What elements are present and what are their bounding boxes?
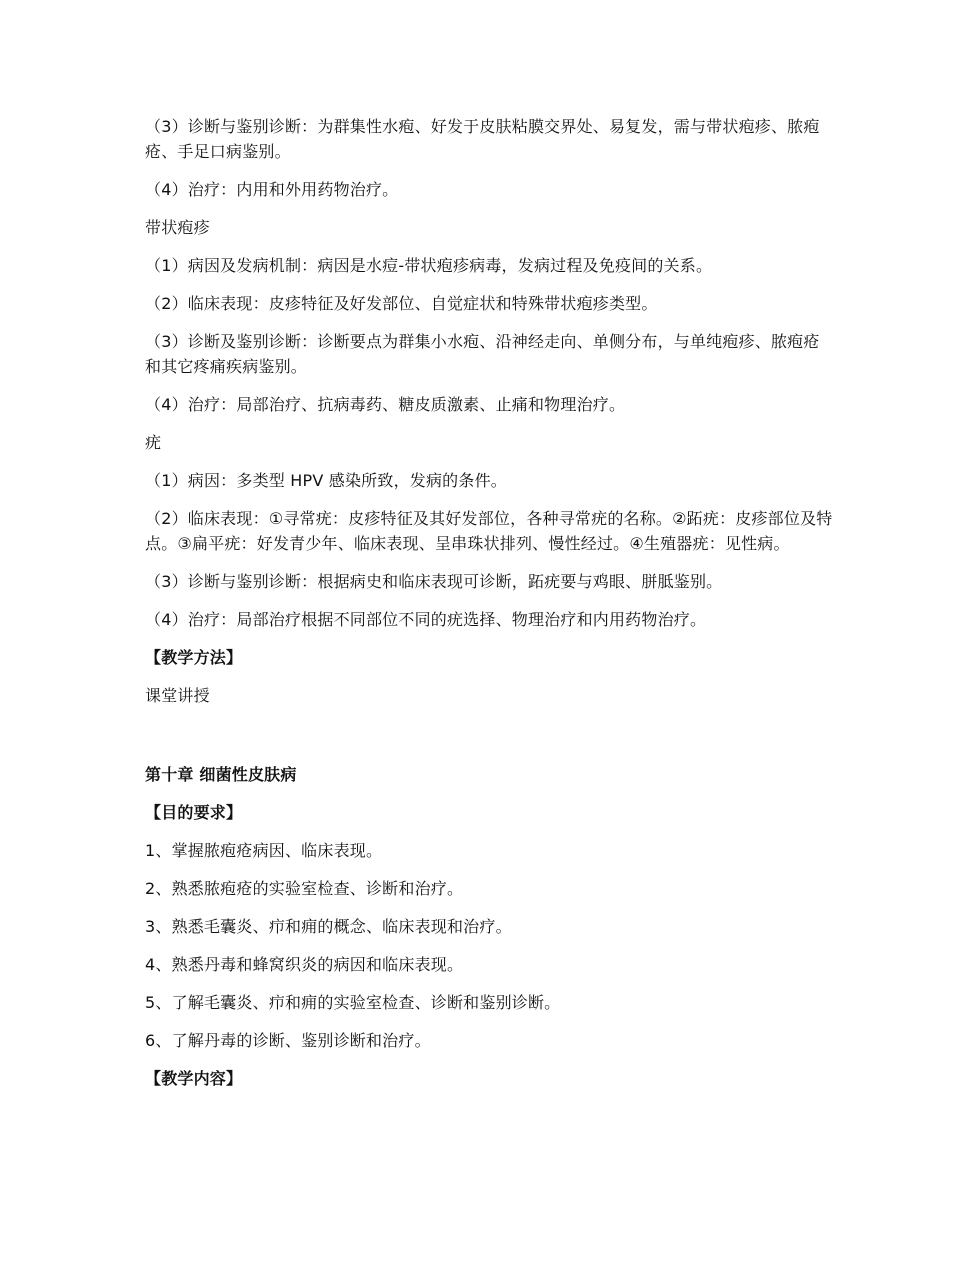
wart-title: 疣 (145, 433, 162, 452)
hsv-treatment-paragraph: （4）治疗：内用和外用药物治疗。 (145, 180, 399, 199)
document-page (145, 114, 835, 1104)
teaching-method-text: 课堂讲授 (145, 686, 210, 705)
objectives-heading: 【目的要求】 (145, 803, 243, 822)
wart-clinical: （2）临床表现：①寻常疣：皮疹特征及其好发部位，各种寻常疣的名称。②跖疣：皮疹部位及特点。③扁平疣：好发青少年、临床表现、呈串珠状排列、慢性经过。④生殖器疣：见性病。 (145, 509, 833, 553)
chapter-title: 第十章 细菌性皮肤病 (145, 765, 297, 784)
wart-treatment: （4）治疗：局部治疗根据不同部位不同的疣选择、物理治疗和内用药物治疗。 (145, 610, 707, 629)
objective-item: 3、熟悉毛囊炎、疖和痈的概念、临床表现和治疗。 (145, 917, 512, 936)
teaching-content-heading: 【教学内容】 (145, 1069, 243, 1088)
herpes-zoster-title: 带状疱疹 (145, 218, 210, 237)
objective-item: 1、掌握脓疱疮病因、临床表现。 (145, 841, 383, 860)
wart-etiology: （1）病因：多类型 HPV 感染所致，发病的条件。 (145, 471, 507, 490)
objective-item: 6、了解丹毒的诊断、鉴别诊断和治疗。 (145, 1031, 431, 1050)
herpes-zoster-diagnosis: （3）诊断及鉴别诊断：诊断要点为群集小水疱、沿神经走向、单侧分布，与单纯疱疹、脓疱疮和其它疼痛疾病鉴别。 (145, 332, 820, 376)
herpes-zoster-clinical: （2）临床表现：皮疹特征及好发部位、自觉症状和特殊带状疱疹类型。 (145, 294, 658, 313)
objective-item: 2、熟悉脓疱疮的实验室检查、诊断和治疗。 (145, 879, 464, 898)
objective-item: 4、熟悉丹毒和蜂窝织炎的病因和临床表现。 (145, 955, 464, 974)
herpes-zoster-etiology: （1）病因及发病机制：病因是水痘-带状疱疹病毒，发病过程及免疫间的关系。 (145, 256, 713, 275)
herpes-zoster-treatment: （4）治疗：局部治疗、抗病毒药、糖皮质激素、止痛和物理治疗。 (145, 395, 626, 414)
hsv-diagnosis-paragraph: （3）诊断与鉴别诊断：为群集性水疱、好发于皮肤粘膜交界处、易复发，需与带状疱疹、脓疱疮、手足口病鉴别。 (145, 117, 820, 161)
section-spacer (145, 721, 835, 762)
teaching-method-heading: 【教学方法】 (145, 648, 243, 667)
wart-diagnosis: （3）诊断与鉴别诊断：根据病史和临床表现可诊断，跖疣要与鸡眼、胼胝鉴别。 (145, 572, 723, 591)
objective-item: 5、了解毛囊炎、疖和痈的实验室检查、诊断和鉴别诊断。 (145, 993, 561, 1012)
